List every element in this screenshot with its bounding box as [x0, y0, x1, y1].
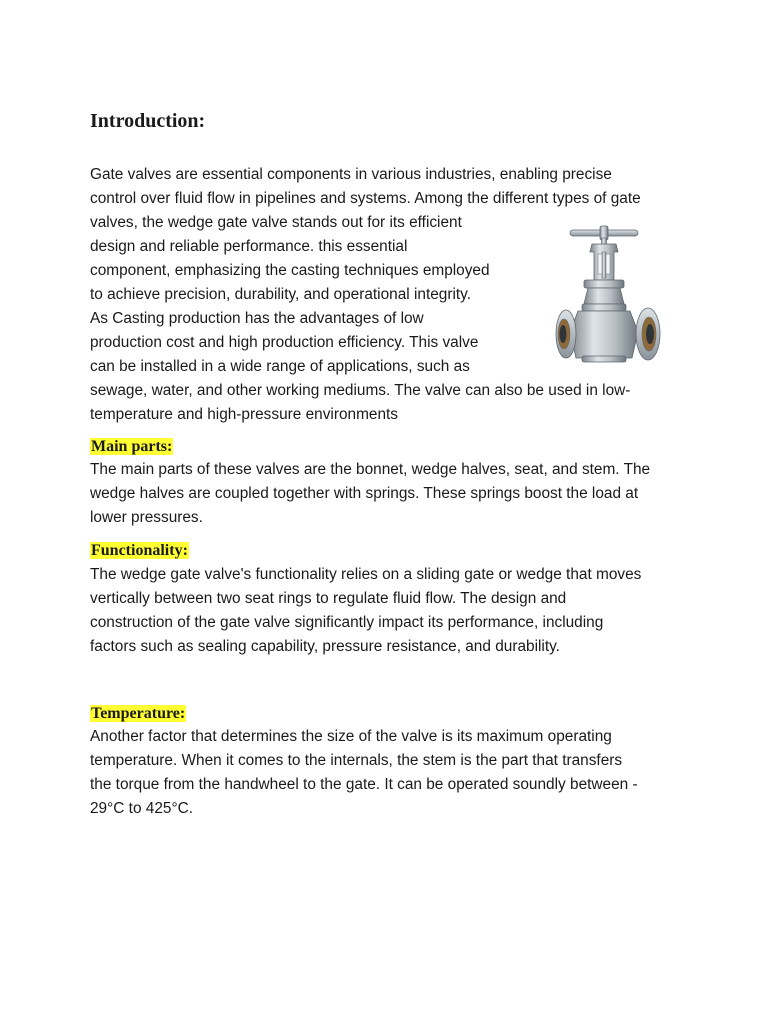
- section-title-temperature: Temperature:: [91, 705, 186, 722]
- temperature-paragraph: [90, 725, 638, 821]
- text-line: factors such as sealing capability, pressure resistance, and durability.: [90, 638, 560, 655]
- section-title-main-parts: Main parts:: [91, 438, 173, 455]
- text-line: wedge halves are coupled together with springs. These springs boost the load at: [90, 485, 639, 502]
- text-line: The wedge gate valve's functionality relies on a sliding gate or wedge that moves: [90, 566, 642, 583]
- text-line: control over fluid flow in pipelines and systems. Among the different types of gate: [90, 190, 641, 207]
- text-line: lower pressures.: [90, 509, 203, 526]
- text-line: temperature and high-pressure environments: [90, 406, 398, 423]
- text-line: design and reliable performance. this essential: [90, 238, 408, 255]
- text-line: Gate valves are essential components in various industries, enabling precise: [90, 166, 612, 183]
- main-parts-paragraph: [90, 458, 650, 530]
- text-line: construction of the gate valve significantly impact its performance, including: [90, 614, 604, 631]
- text-line: sewage, water, and other working mediums. The valve can also be used in low-: [90, 382, 631, 399]
- text-line: vertically between two seat rings to regulate fluid flow. The design and: [90, 590, 567, 607]
- text-line: component, emphasizing the casting techniques employed: [90, 262, 490, 279]
- text-line: can be installed in a wide range of applications, such as: [90, 358, 470, 375]
- section-title-functionality: Functionality:: [91, 542, 188, 559]
- functionality-paragraph: [90, 563, 641, 659]
- page-title: Introduction:: [90, 110, 206, 132]
- text-line: Another factor that determines the size of the valve is its maximum operating: [90, 728, 612, 745]
- text-line: the torque from the handwheel to the gate. It can be operated soundly between -: [90, 776, 638, 793]
- text-line: The main parts of these valves are the bonnet, wedge halves, seat, and stem. The: [90, 461, 651, 478]
- gate-valve-illustration: [548, 222, 674, 370]
- text-line: As Casting production has the advantages of low: [90, 310, 424, 327]
- text-line: production cost and high production efficiency. This valve: [90, 334, 479, 351]
- text-line: valves, the wedge gate valve stands out for its efficient: [90, 214, 462, 231]
- text-line: to achieve precision, durability, and operational integrity.: [90, 286, 471, 303]
- text-line: 29°C to 425°C.: [90, 800, 194, 817]
- text-line: temperature. When it comes to the internals, the stem is the part that transfers: [90, 752, 623, 769]
